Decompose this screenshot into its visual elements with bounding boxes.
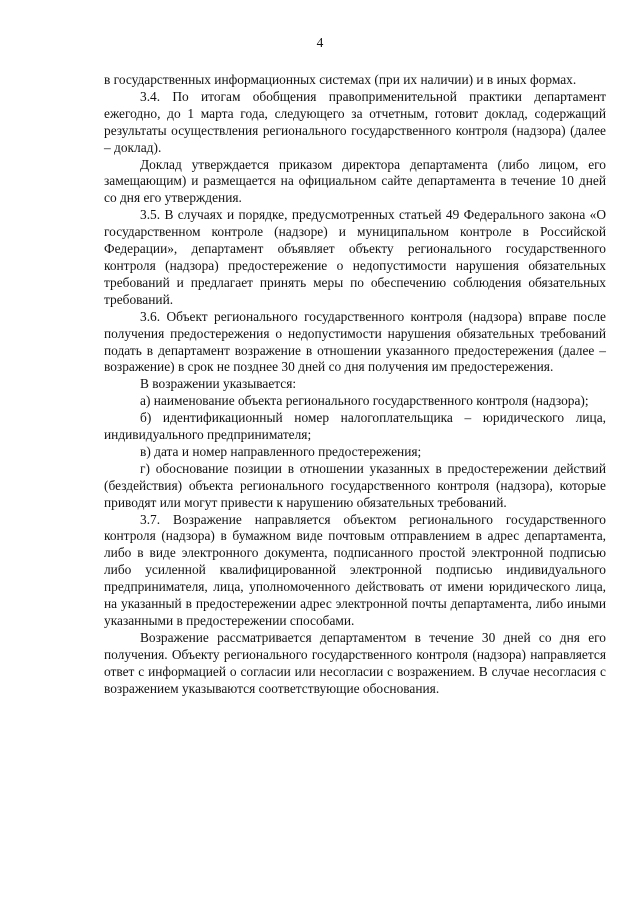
- paragraph-3-4: 3.4. По итогам обобщения правоприменительной практики департамент ежегодно, до 1 марта года, следующего за отчетным, готовит доклад, содержащий результаты осуществления регионального государственного контроля (надзора) (далее – доклад).: [104, 88, 606, 155]
- list-item-a: а) наименование объекта регионального государственного контроля (надзора);: [140, 393, 589, 409]
- paragraph-3-5: 3.5. В случаях и порядке, предусмотренных статьей 49 Федерального закона «О государственном контроле (надзоре) и муниципальном контроле в Российской Федерации», департамент объявляет объекту регионального государственного контроля (надзора) предостережение о недопустимости нарушения обязательных требований и предлагает принять меры по обеспечению соблюдения обязательных требований.: [104, 207, 606, 307]
- paragraph-continuation: в государственных информационных системах (при их наличии) и в иных формах.: [104, 72, 577, 87]
- list-item-v: в) дата и номер направленного предостережения;: [140, 443, 422, 459]
- list-item-g: г) обоснование позиции в отношении указанных в предостережении действий (бездействия) объекта регионального государственного контроля (надзора), которые приводят или могут привести к нарушению обязательных требований.: [104, 460, 606, 510]
- paragraph-objection-intro: В возражении указывается:: [140, 376, 297, 392]
- paragraph-3-7: 3.7. Возражение направляется объектом регионального государственного контроля (надзора) в бумажном виде почтовым отправлением в адрес департамента, либо в виде электронного документа, подписанного простой электронной подписью либо усиленной квалифицированной электронной подписью индивидуального предпринимателя, лица, уполномоченного действовать от имени юридического лица, на указанный в предостережении адрес электронной почты департамента, либо иными указанными в предостережении способами.: [104, 511, 606, 628]
- paragraph-objection-review: Возражение рассматривается департаментом в течение 30 дней со дня его получения. Объекту регионального государственного контроля (надзора) направляется ответ с информацией о согласии или несогласии с возражением. В случае несогласия с возражением указываются соответствующие обоснования.: [104, 629, 606, 696]
- paragraph-3-6: 3.6. Объект регионального государственного контроля (надзора) вправе после получения предостережения о недопустимости нарушения обязательных требований подать в департамент возражение в отношении указанного предостережения (далее – возражение) в срок не позднее 30 дней со дня получения им предостережения.: [104, 308, 606, 375]
- paragraph-report-approval: Доклад утверждается приказом директора департамента (либо лицом, его замещающим) и размещается на официальном сайте департамента в течение 10 дней со дня его утверждения.: [104, 156, 606, 206]
- list-item-b: б) идентификационный номер налогоплательщика – юридического лица, индивидуального предпринимателя;: [104, 410, 606, 443]
- document-body: [104, 72, 606, 698]
- page-number: 4: [316, 35, 324, 50]
